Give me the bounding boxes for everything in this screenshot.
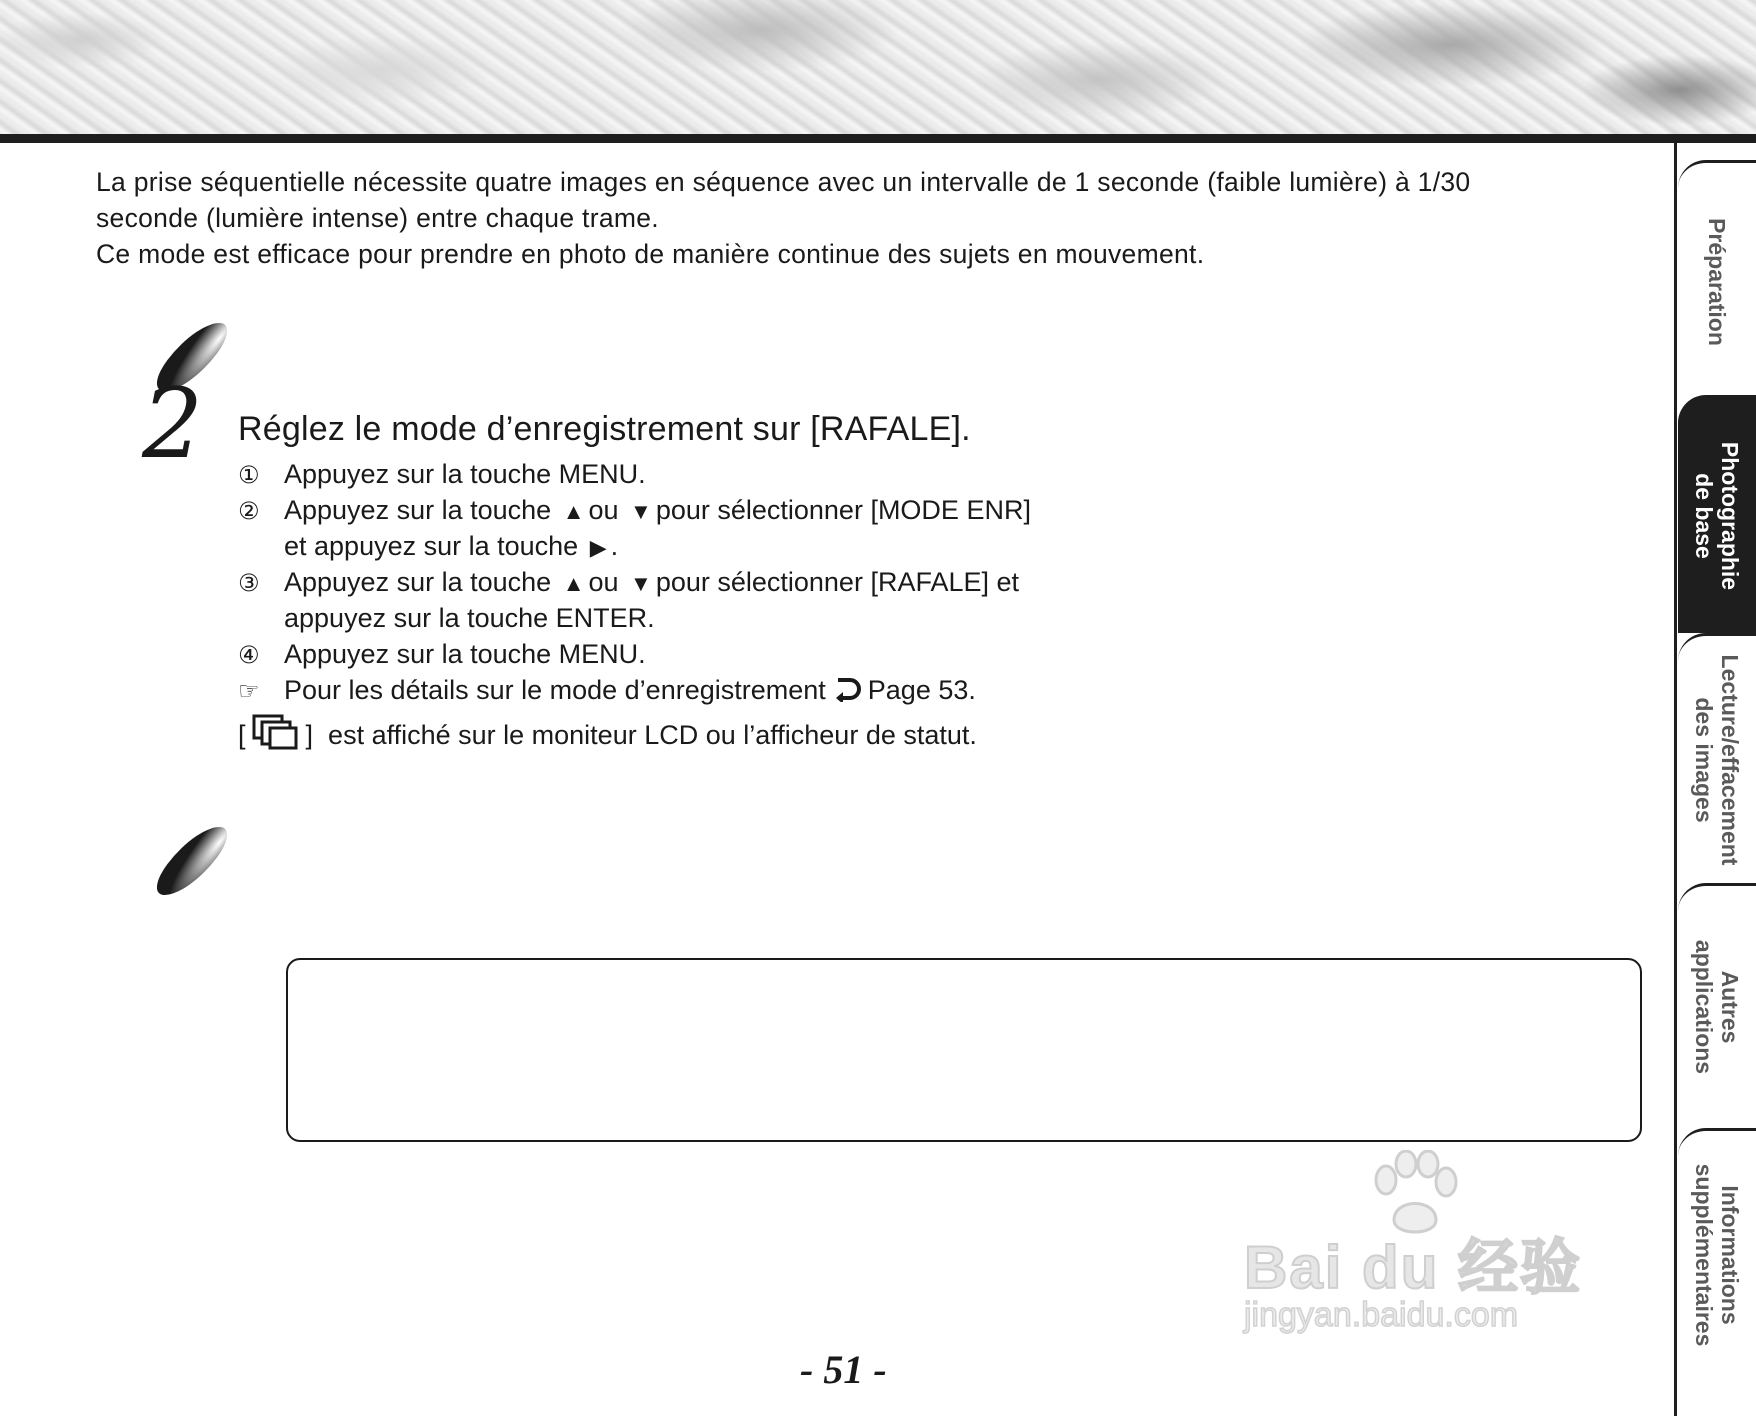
header-texture-banner	[0, 0, 1756, 136]
watermark	[1244, 1150, 1654, 1340]
status-text: est affiché sur le moniteur LCD ou l’afficheur de statut.	[328, 720, 977, 750]
substep-marker: ②	[238, 498, 260, 525]
step-title: Réglez le mode d’enregistrement sur [RAFALE].	[238, 410, 971, 448]
substep-text: Appuyez sur la touche	[284, 567, 552, 597]
up-arrow-icon: ▲	[562, 571, 585, 596]
reference-page-link[interactable]: Page 53.	[867, 675, 976, 705]
substep-marker: ①	[238, 462, 260, 489]
watermark-brand: Bai du 经验	[1244, 1234, 1583, 1301]
tab-label: Photographie de base	[1691, 441, 1743, 590]
substep-text: pour sélectionner [RAFALE] et	[655, 567, 1020, 597]
page-reference	[238, 672, 1031, 708]
substep-2-cont	[238, 528, 1031, 564]
status-display-note	[238, 708, 1031, 750]
or-text: ou	[588, 495, 619, 525]
bracket-close: ]	[305, 720, 314, 750]
step-number: 2	[142, 368, 204, 480]
substep-text: Appuyez sur la touche	[284, 495, 552, 525]
up-arrow-icon: ▲	[562, 499, 585, 524]
tab-label: Autres applications	[1691, 939, 1743, 1075]
tab-label: Lecture/effacement des images	[1691, 654, 1743, 865]
substep-text: pour sélectionner [MODE ENR]	[655, 495, 1031, 525]
watermark-url: jingyan.baidu.com	[1244, 1296, 1519, 1334]
header-rule	[0, 134, 1676, 143]
down-arrow-icon: ▼	[630, 499, 652, 524]
pointing-hand-icon: ☞	[238, 678, 260, 705]
note-box	[286, 958, 1642, 1142]
bracket-open: [	[238, 720, 246, 750]
substep-marker: ③	[238, 570, 260, 597]
step-bullet-icon	[147, 823, 238, 900]
tab-column-rule	[1674, 143, 1677, 1416]
or-text: ou	[588, 567, 619, 597]
right-arrow-icon: ▶	[589, 535, 607, 560]
tab-lecture-effacement[interactable]	[1678, 633, 1756, 883]
substep-text: Appuyez sur la touche MENU.	[284, 639, 646, 669]
tab-autres-applications[interactable]	[1678, 883, 1756, 1128]
page-reference-arrow-icon	[834, 676, 862, 702]
substep-1	[238, 456, 1031, 492]
substep-text: et appuyez sur la touche	[284, 531, 579, 561]
tab-preparation[interactable]	[1678, 160, 1756, 400]
sequential-shot-icon	[250, 714, 302, 750]
substep-2	[238, 492, 1031, 528]
substep-text: appuyez sur la touche ENTER.	[284, 603, 655, 633]
substep-4	[238, 636, 1031, 672]
substep-marker: ④	[238, 642, 260, 669]
reference-text: Pour les détails sur le mode d’enregistrement	[284, 675, 826, 705]
substep-text: Appuyez sur la touche MENU.	[284, 459, 646, 489]
down-arrow-icon: ▼	[630, 571, 652, 596]
intro-line-2: seconde (lumière intense) entre chaque trame.	[96, 203, 659, 233]
intro-paragraph	[96, 164, 1656, 272]
tab-informations-supplementaires[interactable]	[1678, 1128, 1756, 1378]
tab-label: Informations supplémentaires	[1691, 1163, 1743, 1346]
substep-3	[238, 564, 1031, 600]
tab-label: Préparation	[1704, 217, 1730, 346]
tab-photographie-de-base[interactable]	[1678, 395, 1756, 633]
substep-list	[238, 456, 1031, 750]
page-number: - 51 -	[800, 1347, 887, 1392]
intro-line-1: La prise séquentielle nécessite quatre images en séquence avec un intervalle de 1 seconde (faible lumière) à 1/30	[96, 167, 1471, 197]
substep-text: .	[610, 531, 619, 561]
header-rule-tab	[1676, 134, 1756, 143]
substep-3-cont	[238, 600, 1031, 636]
intro-line-3: Ce mode est efficace pour prendre en photo de manière continue des sujets en mouvement.	[96, 239, 1205, 269]
